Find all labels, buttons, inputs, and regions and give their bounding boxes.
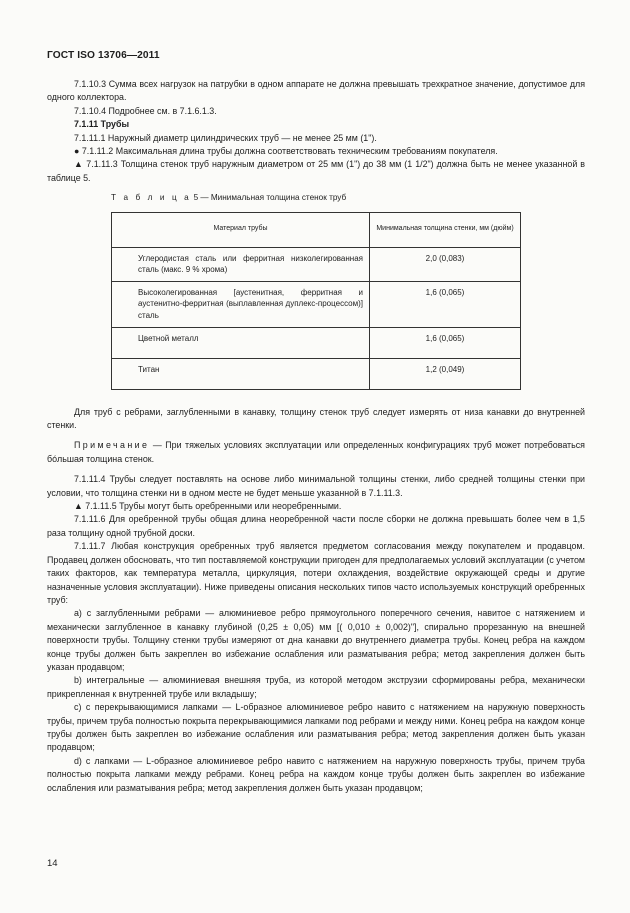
page-number: 14 — [47, 858, 58, 869]
table-row — [112, 247, 521, 281]
list-item-c: c) с перекрывающимися лапками — L-образное алюминиевое ребро навито с натяжением на наружную поверхность трубы, причем труба полностью покрыта перекрывающимися лапками под ребрами и между ними. Конец ребра на каждом конце трубы должен быть закреплен во избежание ослабления или разматывания ребра; метод закрепления должен быть указан продавцом; — [47, 702, 585, 753]
table-header-thickness: Минимальная толщина стенки, мм (дюйм) — [370, 212, 521, 247]
list-item-b: b) интегральные — алюминиевая внешняя труба, из которой методом экструзии сформированы ребра, механически прикрепленная к внутренней трубе или вкладышу; — [47, 675, 585, 699]
paragraph-7-1-11-2: ● 7.1.11.2 Максимальная длина трубы должна соответствовать техническим требованиям покупателя. — [74, 146, 498, 157]
table-row — [112, 327, 521, 358]
table-cell-value: 1,2 (0,049) — [370, 358, 521, 389]
table-row — [112, 281, 521, 327]
note-label: Примечание — [74, 440, 150, 451]
table-caption-label: Т а б л и ц а — [111, 193, 192, 203]
note — [47, 439, 585, 466]
table-cell-value: 2,0 (0,083) — [370, 247, 521, 281]
paragraph-7-1-10-4: 7.1.10.4 Подробнее см. в 7.1.6.1.3. — [74, 105, 217, 116]
document-body — [47, 78, 585, 795]
table-row — [112, 358, 521, 389]
list-item-d: d) с лапками — L-образное алюминиевое ребро навито с натяжением на наружную поверхность трубы, причем труба полностью покрыта лапками между ребрами. Конец ребра на каждом конце трубы должен быть закреплен во избежание ослабления или разматывания ребра; метод закрепления должен быть указан продавцом; — [47, 755, 585, 793]
table-5 — [111, 212, 521, 390]
table-cell-material: Титан — [112, 358, 370, 389]
paragraph-7-1-11-1: 7.1.11.1 Наружный диаметр цилиндрических труб — не менее 25 мм (1"). — [74, 132, 377, 143]
section-heading-tubes: 7.1.11 Трубы — [74, 119, 130, 130]
table-cell-material: Высоколегированная [аустенитная, ферритная и аустенитно-ферритная (выплавленная дуплекс-процессом)] сталь — [112, 281, 370, 327]
table-header-row — [112, 212, 521, 247]
table-caption — [111, 191, 585, 204]
table-header-material: Материал трубы — [112, 212, 370, 247]
paragraph-7-1-10-3: 7.1.10.3 Сумма всех нагрузок на патрубки в одном аппарате не должна превышать трехкратное значение, допустимое для одного коллектора. — [47, 79, 585, 103]
paragraph-7-1-11-6: 7.1.11.6 Для оребренной трубы общая длина неоребренной части после сборки не должна превышать более чем в 1,5 раза толщину одной трубной доски. — [47, 514, 585, 538]
paragraph-after-table: Для труб с ребрами, заглубленными в канавку, толщину стенок труб следует измерять от низа канавки до внутренней стенки. — [47, 406, 585, 431]
paragraph-7-1-11-3: ▲ 7.1.11.3 Толщина стенок труб наружным диаметром от 25 мм (1") до 38 мм (1 1/2") должна быть не менее указанной в таблице 5. — [47, 159, 585, 183]
table-cell-value: 1,6 (0,065) — [370, 281, 521, 327]
table-cell-value: 1,6 (0,065) — [370, 327, 521, 358]
list-item-a: a) с заглубленными ребрами — алюминиевое ребро прямоугольного поперечного сечения, навитое с натяжением и механически заглубленное в канавку глубиной (0,25 ± 0,05) мм [( 0,010 ± 0,002)"], спирально прорезанную на внешней поверхности трубы. Толщину стенки трубы измеряют от дна канавки до внутреннего диаметра трубы. Конец ребра на каждом конце трубы должен быть закреплен во избежание ослабления или разматывания ребра; метод закрепления должен быть указан продавцом; — [47, 608, 585, 672]
note-text: — При тяжелых условиях эксплуатации или определенных конфигурациях труб может потребоваться бóльшая толщина стенок. — [47, 440, 585, 464]
table-cell-material: Углеродистая сталь или ферритная низколегированная сталь (макс. 9 % хрома) — [112, 247, 370, 281]
table-cell-material: Цветной металл — [112, 327, 370, 358]
table-caption-title: 5 — Минимальная толщина стенок труб — [191, 193, 347, 203]
paragraph-7-1-11-7: 7.1.11.7 Любая конструкция оребренных труб является предметом согласования между покупателем и продавцом. Продавец должен обосновать, что тип поставляемой конструкции пригоден для предполагаемых условий эксплуатации (с учетом таких факторов, как температура металла, циркуляция, потери охлаждения, воздействие окружающей среды и другие назначенные условия эксплуатации). Ниже приведены описания нескольких типов часто используемых конструкций оребренных труб: — [47, 541, 585, 605]
document-header: ГОСТ ISO 13706—2011 — [47, 50, 160, 61]
paragraph-7-1-11-5: ▲ 7.1.11.5 Трубы могут быть оребренными или неоребренными. — [74, 501, 342, 512]
paragraph-7-1-11-4: 7.1.11.4 Трубы следует поставлять на основе либо минимальной толщины стенки, либо средней толщины стенки при условии, что толщина стенки ни в одном месте не будет меньше указанной в 7.1.11.3. — [47, 474, 585, 498]
